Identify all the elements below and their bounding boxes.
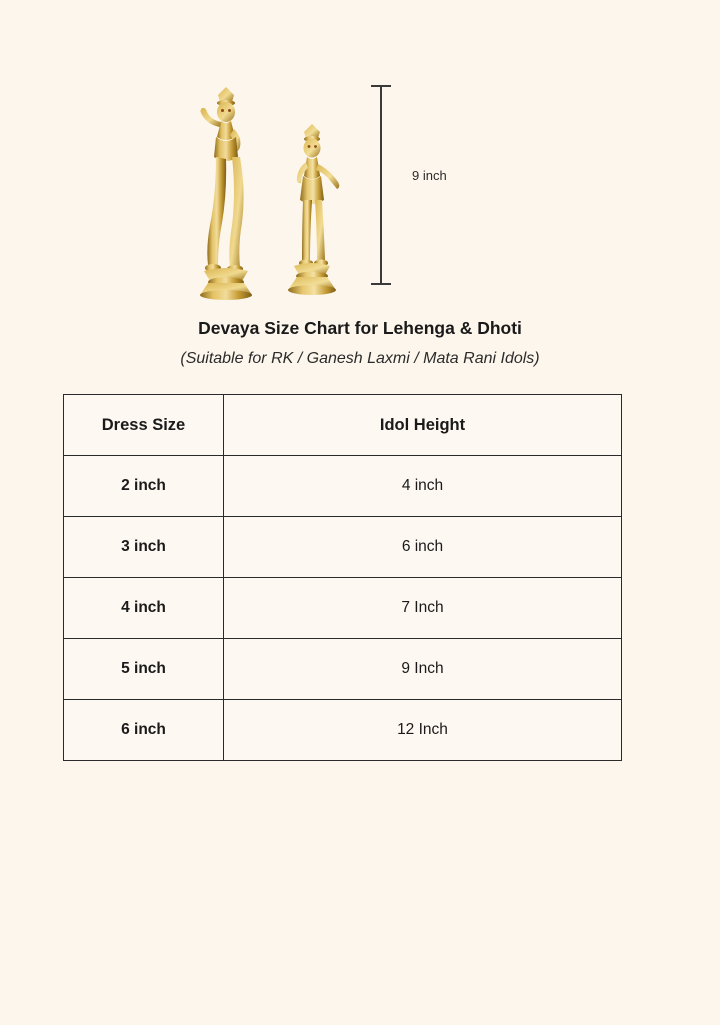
cell-dress-size: 2 inch — [64, 456, 224, 517]
measurement-label: 9 inch — [412, 168, 447, 183]
column-header-idol-height: Idol Height — [224, 395, 622, 456]
column-header-dress-size: Dress Size — [64, 395, 224, 456]
brass-radha-idol — [270, 120, 354, 300]
measurement-bar — [380, 85, 382, 285]
table-row — [64, 578, 622, 639]
cell-idol-height: 7 Inch — [224, 578, 622, 639]
measurement-cap-top — [371, 85, 391, 87]
table-row — [64, 700, 622, 761]
cell-dress-size: 6 inch — [64, 700, 224, 761]
table-header-row — [64, 395, 622, 456]
table-row — [64, 456, 622, 517]
page-title: Devaya Size Chart for Lehenga & Dhoti — [198, 318, 522, 338]
size-chart-table — [63, 394, 622, 761]
idol-illustration — [0, 60, 720, 300]
cell-idol-height: 9 Inch — [224, 639, 622, 700]
cell-dress-size: 5 inch — [64, 639, 224, 700]
cell-dress-size: 4 inch — [64, 578, 224, 639]
table-row — [64, 639, 622, 700]
table-row — [64, 517, 622, 578]
measurement-cap-bottom — [371, 283, 391, 285]
cell-idol-height: 4 inch — [224, 456, 622, 517]
cell-idol-height: 6 inch — [224, 517, 622, 578]
cell-idol-height: 12 Inch — [224, 700, 622, 761]
cell-dress-size: 3 inch — [64, 517, 224, 578]
page-subtitle: (Suitable for RK / Ganesh Laxmi / Mata Rani Idols) — [180, 350, 540, 367]
brass-krishna-idol — [180, 85, 272, 300]
idol-pair-image — [170, 70, 360, 300]
